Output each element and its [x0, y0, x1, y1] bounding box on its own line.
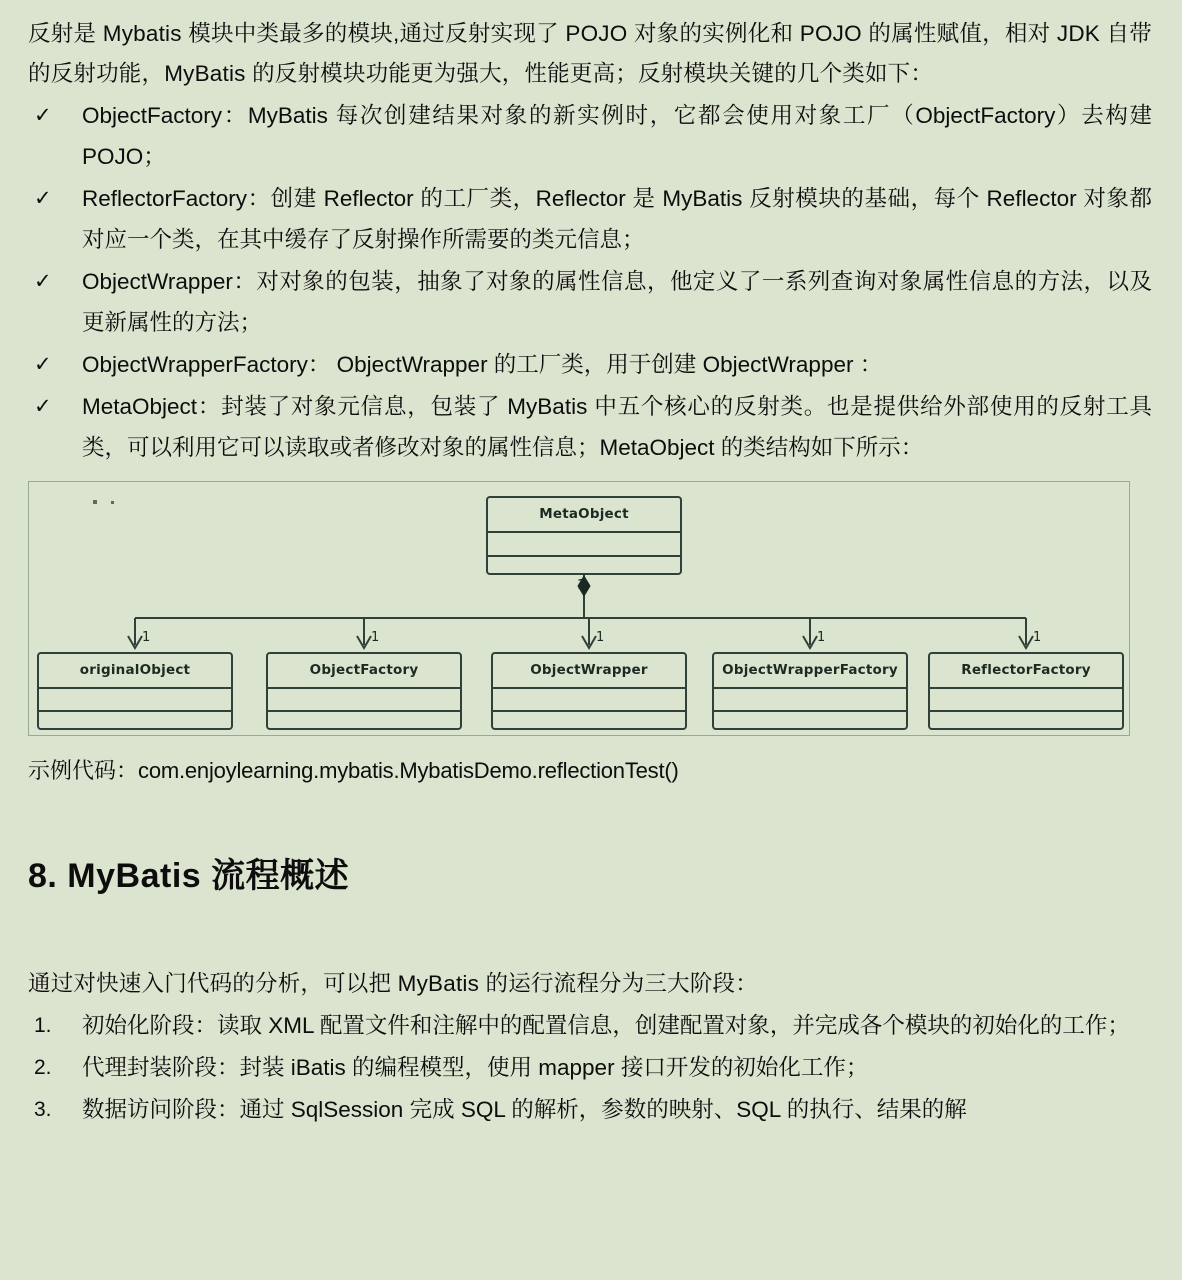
section-heading: 8. MyBatis 流程概述	[28, 857, 350, 895]
uml-attributes-compartment	[39, 689, 231, 712]
uml-class-name: MetaObject	[488, 498, 680, 533]
list-item	[28, 261, 1152, 343]
uml-class-name: ObjectWrapper	[493, 654, 685, 689]
list-item	[28, 386, 1152, 468]
list-item	[28, 1005, 1152, 1046]
uml-class-originalobject	[37, 652, 233, 730]
multiplicity-label: 1	[371, 630, 380, 645]
list-item	[28, 178, 1152, 260]
uml-methods-compartment	[488, 557, 680, 579]
uml-class-name: originalObject	[39, 654, 231, 689]
uml-methods-compartment	[930, 712, 1122, 733]
multiplicity-label: 1	[596, 630, 605, 645]
process-stage-list	[28, 1005, 1152, 1130]
list-item	[28, 95, 1152, 177]
list-item-number: 3.	[34, 1098, 52, 1121]
uml-class-objectwrapperfactory	[712, 652, 908, 730]
check-icon: ✓	[34, 270, 52, 293]
list-item-text: 代理封装阶段：封装 iBatis 的编程模型，使用 mapper 接口开发的初始化工作；	[82, 1055, 869, 1080]
list-item-number: 1.	[34, 1014, 52, 1037]
list-item-text: 初始化阶段：读取 XML 配置文件和注解中的配置信息，创建配置对象，并完成各个模块的初始化的工作；	[82, 1013, 1130, 1038]
list-item	[28, 344, 1152, 385]
multiplicity-label: 1	[142, 630, 151, 645]
uml-attributes-compartment	[714, 689, 906, 712]
uml-class-reflectorfactory	[928, 652, 1124, 730]
uml-class-metaobject	[486, 496, 682, 575]
list-item-text: ObjectWrapperFactory： ObjectWrapper 的工厂类，用于创建 ObjectWrapper ：	[82, 352, 883, 377]
uml-attributes-compartment	[268, 689, 460, 712]
list-item-text: ReflectorFactory：创建 Reflector 的工厂类，Reflector 是 MyBatis 反射模块的基础，每个 Reflector 对象都对应一个类，在其中缓存了反射操作所需要的类元信息；	[82, 186, 1152, 252]
list-item	[28, 1089, 1152, 1130]
check-icon: ✓	[34, 395, 52, 418]
intro-paragraph: 反射是 Mybatis 模块中类最多的模块,通过反射实现了 POJO 对象的实例化和 POJO 的属性赋值，相对 JDK 自带的反射功能，MyBatis 的反射模块功能更为强大，性能更高；反射模块关键的几个类如下：	[28, 21, 1152, 86]
multiplicity-label: 1	[817, 630, 826, 645]
reflection-class-list	[28, 95, 1152, 468]
sample-code-line	[28, 754, 1152, 788]
list-item-number: 2.	[34, 1056, 52, 1079]
list-item	[28, 1047, 1152, 1088]
uml-attributes-compartment	[488, 533, 680, 557]
uml-attributes-compartment	[930, 689, 1122, 712]
uml-class-name: ObjectFactory	[268, 654, 460, 689]
uml-attributes-compartment	[493, 689, 685, 712]
check-icon: ✓	[34, 353, 52, 376]
section-lead-paragraph: 通过对快速入门代码的分析，可以把 MyBatis 的运行流程分为三大阶段：	[28, 971, 758, 996]
list-item-text: 数据访问阶段：通过 SqlSession 完成 SQL 的解析，参数的映射、SQL 的执行、结果的解	[82, 1097, 967, 1122]
uml-class-name: ReflectorFactory	[930, 654, 1122, 689]
list-item-text: ObjectWrapper：对对象的包装，抽象了对象的属性信息，他定义了一系列查询对象属性信息的方法，以及更新属性的方法；	[82, 269, 1152, 335]
check-icon: ✓	[34, 187, 52, 210]
check-icon: ✓	[34, 104, 52, 127]
multiplicity-label: 1	[1033, 630, 1042, 645]
uml-class-name: ObjectWrapperFactory	[714, 654, 906, 689]
uml-methods-compartment	[268, 712, 460, 733]
metaobject-class-diagram	[28, 481, 1130, 736]
sample-code-label: 示例代码：	[28, 758, 139, 783]
list-item-text: ObjectFactory：MyBatis 每次创建结果对象的新实例时，它都会使用对象工厂（ObjectFactory）去构建 POJO；	[82, 103, 1152, 169]
uml-methods-compartment	[39, 712, 231, 733]
list-item-text: MetaObject：封装了对象元信息，包装了 MyBatis 中五个核心的反射类。也是提供给外部使用的反射工具类，可以利用它可以读取或者修改对象的属性信息；MetaObject 的类结构如下所示：	[82, 394, 1152, 460]
uml-methods-compartment	[493, 712, 685, 733]
multiplicity-label: 1	[577, 578, 586, 593]
uml-class-objectfactory	[266, 652, 462, 730]
uml-methods-compartment	[714, 712, 906, 733]
sample-code-value: com.enjoylearning.mybatis.MybatisDemo.reflectionTest()	[138, 758, 679, 783]
uml-class-objectwrapper	[491, 652, 687, 730]
